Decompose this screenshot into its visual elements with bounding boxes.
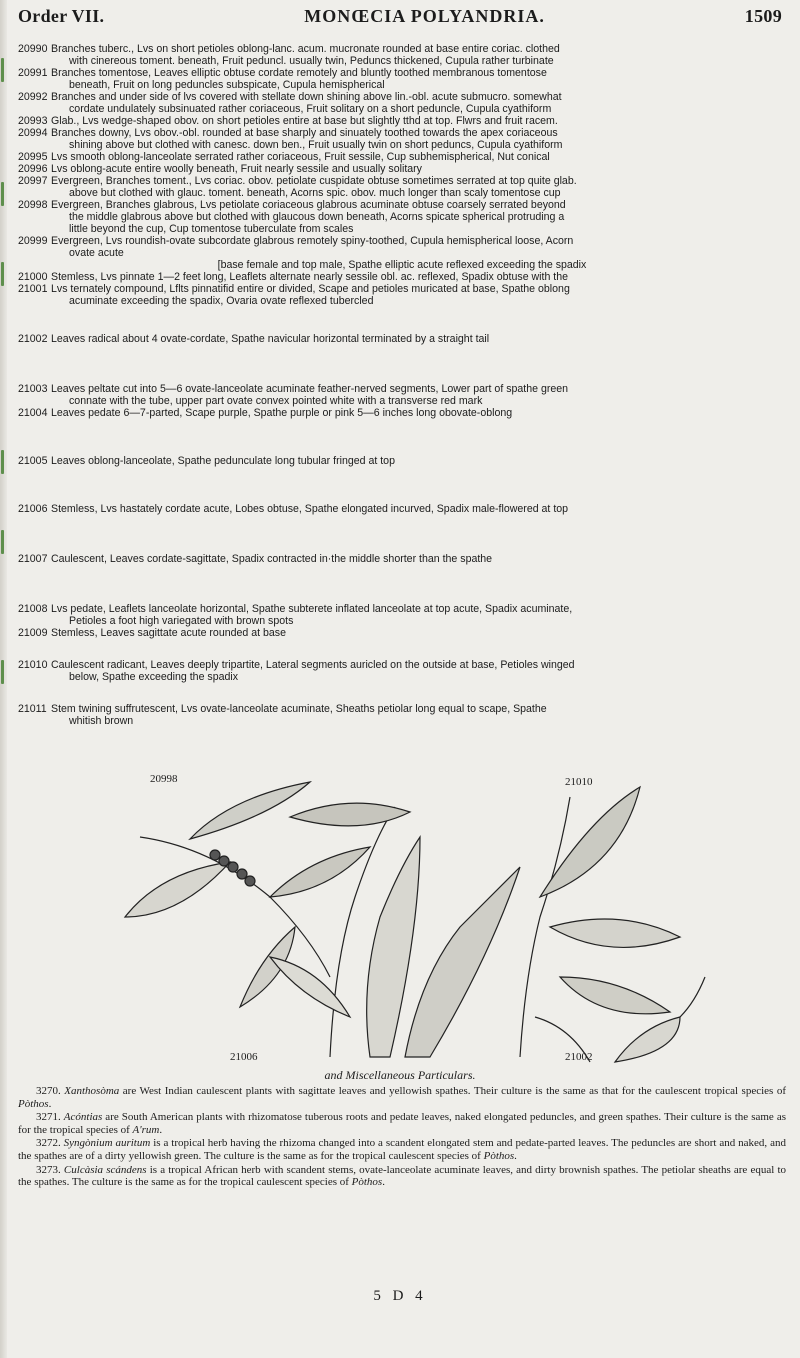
entry-description: Lvs smooth oblong-lanceolate serrated rather coriaceous, Fruit sessile, Cup subhemispherical, Nut conical <box>51 151 550 163</box>
species-entry <box>18 407 786 419</box>
culture-note: 3271. Acóntias are South American plants with rhizomatose tuberous roots and pedate leaves, naked elongated peduncles, and green spathes. Their culture is the same as for the tropical species of A'rum. <box>18 1111 786 1136</box>
binding-gutter <box>0 0 7 1358</box>
entry-number: 21010 <box>18 659 48 671</box>
page-number: 1509 <box>744 6 782 26</box>
entry-description: Glab., Lvs wedge-shaped obov. on short petioles entire at base but slightly tthd at top. Flwrs and fruit racem. <box>51 115 558 127</box>
species-entry <box>18 91 786 115</box>
entry-number: 21011 <box>18 703 47 715</box>
entry-description: Evergreen, Branches toment., Lvs coriac. obov. petiolate cuspidate obtuse sometimes serrated at top quite glab. above but clothed with glauc. toment. beneath, Acorns spic. obov. much longer than scaly tomentose cup <box>51 175 577 200</box>
entry-number: 21008 <box>18 603 48 615</box>
entry-number: 20994 <box>18 127 48 139</box>
order-label: Order VII. <box>18 6 105 26</box>
plate-caption: and Miscellaneous Particulars. <box>324 1068 476 1082</box>
entry-number: 21009 <box>18 627 48 639</box>
binding-mark <box>1 182 4 206</box>
entry-description: Evergreen, Branches glabrous, Lvs petiolate coriaceous glabrous acuminate obtuse coarsely serrated beyond the middle glabrous above but clothed with glaucous down beneath, Acorns spicate spherical protruding a little beyond the cup, Cup tomentose tuberculate from scales <box>51 199 566 236</box>
binding-mark <box>1 58 4 82</box>
species-entry <box>18 67 786 91</box>
entry-number: 21005 <box>18 455 48 467</box>
binding-mark <box>1 660 4 684</box>
species-entry <box>18 603 786 627</box>
entry-number: 20998 <box>18 199 48 211</box>
entry-description: Leaves peltate cut into 5—6 ovate-lanceolate acuminate feather-nerved segments, Lower part of spathe green connate with the tube, upper part ovate convex pointed white with a transverse red mark <box>51 383 569 408</box>
binding-mark <box>1 530 4 554</box>
figure-label: 20998 <box>150 773 178 785</box>
entry-number: 21003 <box>18 383 48 395</box>
species-entry <box>18 455 786 467</box>
plate-illustration <box>120 777 710 1067</box>
notes-section <box>18 1085 786 1190</box>
entry-description: Branches tuberc., Lvs on short petioles oblong-lanc. acum. mucronate rounded at base entire coriac. clothed with cinereous toment. beneath, Fruit peduncl. usually twin, Peduncs thickened, Cupula rather turbinate <box>51 43 560 68</box>
entry-description: Stemless, Lvs pinnate 1—2 feet long, Leaflets alternate nearly sessile obl. ac. reflexed, Spadix obtuse with the <box>51 271 569 283</box>
entry-description: Lvs pedate, Leaflets lanceolate horizontal, Spathe subterete inflated lanceolate at top acute, Spadix acuminate, Petioles a foot high variegated with brown spots <box>51 603 573 628</box>
entry-description: Caulescent radicant, Leaves deeply tripartite, Lateral segments auricled on the outside at base, Petioles winged below, Spathe exceeding the spadix <box>51 659 575 684</box>
entry-number: 20993 <box>18 115 48 127</box>
page-header <box>18 6 782 38</box>
culture-note: 3272. Syngònium auritum is a tropical herb having the rhizoma changed into a scandent elongated stem and pedate-parted leaves. The peduncles are short and naked, and the spathes are of a dirty yellowish green. The culture is the same as for the tropical caulescent species of Pòthos. <box>18 1137 786 1162</box>
species-entry <box>18 333 786 345</box>
entry-description: Branches downy, Lvs obov.-obl. rounded at base sharply and sinuately toothed towards the apex coriaceous shining above but clothed with canesc. down ben., Fruit usually twin on short peduncs, Cupula cyathiform <box>51 127 563 152</box>
entry-number: 20992 <box>18 91 48 103</box>
species-entry <box>18 283 786 307</box>
species-entry <box>18 43 786 67</box>
species-entry <box>18 503 786 515</box>
species-entry <box>18 235 786 259</box>
entry-description: Lvs ternately compound, Lflts pinnatifid entire or divided, Scape and petioles muricated at base, Spathe oblong acuminate exceeding the spadix, Ovaria ovate reflexed tubercled <box>51 283 570 308</box>
species-entry <box>18 703 786 727</box>
entry-description: Leaves pedate 6—7-parted, Scape purple, Spathe purple or pink 5—6 inches long obovate-oblong <box>51 407 513 419</box>
entry-number: 21006 <box>18 503 48 515</box>
culture-note: 3273. Culcàsia scándens is a tropical African herb with scandent stems, ovate-lanceolate acuminate leaves, and dirty brownish spathes. The petiolar sheaths are equal to the spathes. The culture is the same as for the tropical caulescent species of Pòthos. <box>18 1163 787 1189</box>
entry-description: Evergreen, Lvs roundish-ovate subcordate glabrous remotely spiny-toothed, Cupula hemispherical loose, Acorn ovate acute <box>51 235 574 260</box>
entry-number: 20996 <box>18 163 48 175</box>
species-entry <box>18 127 786 151</box>
entry-description: Leaves radical about 4 ovate-cordate, Spathe navicular horizontal terminated by a straight tail <box>51 333 490 345</box>
entry-number: 21001 <box>18 283 48 295</box>
culture-note: 3270. Xanthosòma are West Indian caulescent plants with sagittate leaves and yellowish spathes. Their culture is the same as that for the caulescent tropical species of Pòthos. <box>18 1085 786 1110</box>
signature-mark: 5 D 4 <box>373 1288 427 1304</box>
entry-description: Stemless, Leaves sagittate acute rounded at base <box>51 627 286 639</box>
binding-mark <box>1 262 4 286</box>
entry-number: 20997 <box>18 175 48 187</box>
entry-description: Leaves oblong-lanceolate, Spathe pedunculate long tubular fringed at top <box>51 455 395 467</box>
entry-description: Stem twining suffrutescent, Lvs ovate-lanceolate acuminate, Sheaths petiolar long equal to scape, Spathe whitish brown <box>51 703 547 728</box>
figure-label: 21002 <box>565 1051 593 1063</box>
species-entry <box>18 175 786 199</box>
entry-number: 21002 <box>18 333 48 345</box>
entry-number: 21004 <box>18 407 48 419</box>
species-entry <box>18 151 786 163</box>
entry-number: 21000 <box>18 271 48 283</box>
species-entry <box>18 115 786 127</box>
species-entry <box>18 627 786 639</box>
species-entry <box>18 659 786 683</box>
entry-description: Lvs oblong-acute entire woolly beneath, Fruit nearly sessile and usually solitary <box>51 163 422 175</box>
entry-description: Branches tomentose, Leaves elliptic obtuse cordate remotely and bluntly toothed membranous tomentose beneath, Fruit on long peduncles subspicate, Cupula hemispherical <box>51 67 547 92</box>
entry-description: Caulescent, Leaves cordate-sagittate, Spadix contracted in·the middle shorter than the spathe <box>51 553 493 565</box>
binding-mark <box>1 450 4 474</box>
entry-number: 20991 <box>18 67 48 79</box>
species-entry <box>18 163 786 175</box>
species-entry <box>18 383 786 407</box>
botanical-plate <box>120 773 710 1067</box>
page-title: MONŒCIA POLYANDRIA. <box>304 6 545 26</box>
entry-description: Stemless, Lvs hastately cordate acute, Lobes obtuse, Spathe elongated incurved, Spadix male-flowered at top <box>51 503 569 515</box>
entry-number: 21007 <box>18 553 48 565</box>
entry-number: 20990 <box>18 43 48 55</box>
bracket-note: [base female and top male, Spathe elliptic acute reflexed exceeding the spadix <box>217 259 587 271</box>
species-entry <box>18 199 786 236</box>
entry-number: 20995 <box>18 151 48 163</box>
species-entry <box>18 553 786 565</box>
species-entry <box>18 271 786 283</box>
entry-number: 20999 <box>18 235 48 247</box>
figure-label: 21010 <box>565 776 593 788</box>
entry-description: Branches and under side of lvs covered with stellate down shining above lin.-obl. acute submucro. somewhat cordate undulately subsinuated rather coriaceous, Fruit solitary on a short peduncle, Cupula cyathiform <box>51 91 562 116</box>
figure-label: 21006 <box>230 1051 258 1063</box>
